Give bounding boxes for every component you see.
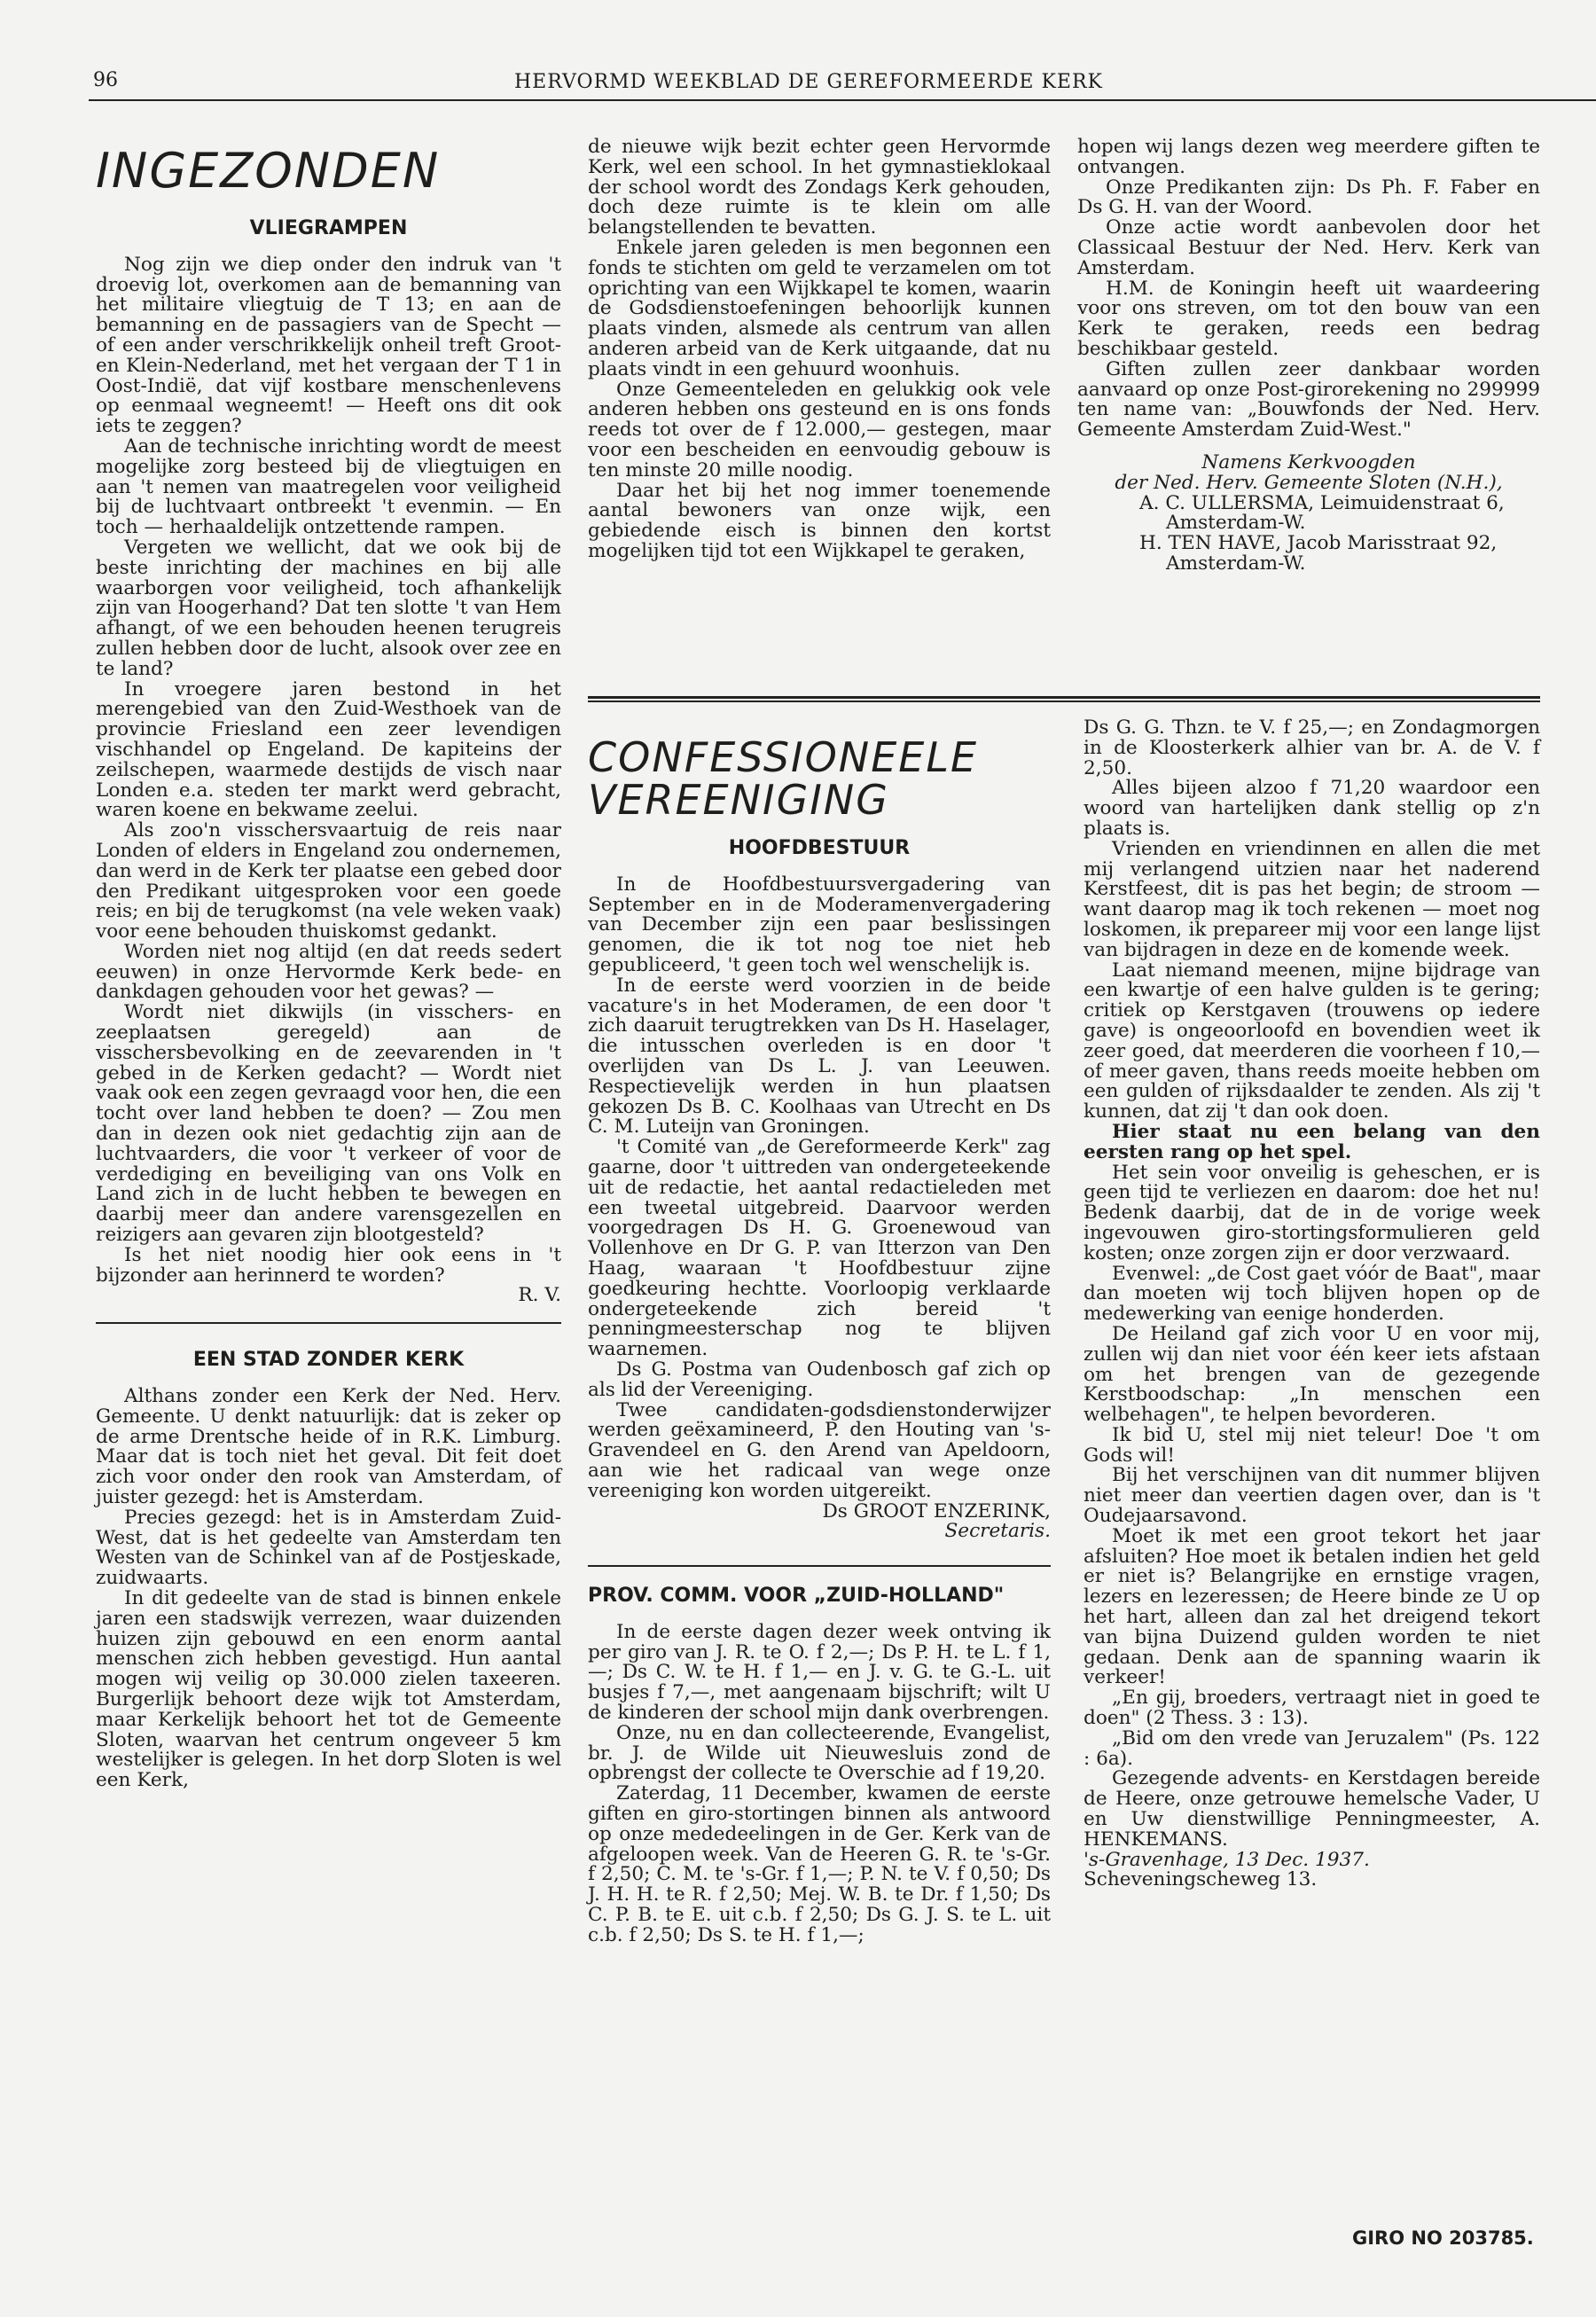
hoofdbestuur-signer-role: Secretaris. [944, 1520, 1051, 1543]
signature-line: H. TEN HAVE, Jacob Marisstraat 92, [1139, 532, 1498, 555]
provcomm-paragraph: Laat niemand meenen, mijne bijdrage van een kwartje of een halve gulden is te gering; critiek op Kerstgaven (trouwens op iedere gave) is ongeoorloofd en bovendien weet ik zeer goed, dat meerderen die voorheen f 10,— of meer gaven, thans reeds moeite hebben om een gulden of rijksdaalder te zenden. Als zij 't kunnen, dat zij 't dan ook doen. [1084, 959, 1540, 1123]
header-rule [89, 99, 1596, 101]
stad-paragraph: Onze Predikanten zijn: Ds Ph. F. Faber en Ds G. H. van der Woord. [1077, 176, 1540, 219]
provcomm-paragraph: Alles bijeen alzoo f 71,20 waardoor een woord van hartelijken dank stellig op z'n plaats is. [1084, 777, 1540, 840]
provcomm-paragraph: Ik bid U, stel mij niet teleur! Doe 't om Gods wil! [1084, 1423, 1540, 1467]
confessioneele-headline-line: VEREENIGING [588, 776, 889, 824]
vliegrampen-paragraph: Wordt niet dikwijls (in visschers- en zeeplaatsen geregeld) aan de visschersbevolking en de zeevarenden in 't gebed in de Kerken gedacht? — Wordt niet vaak ook een zegen gevraagd voor hen, die een tocht over land hebben te doen? — Zou men dan in dezen ook niet gedachtig zijn aan de luchtvaarders, die voor 't verkeer of voor de verdediging en beveiliging van ons Volk en Land zich in de lucht hebben te bewegen en daarbij meer dan andere varensgezellen en reizigers aan gevaren zijn blootgesteld? [96, 1001, 561, 1247]
column-3-top [1077, 137, 1540, 575]
ingezonden-headline: INGEZONDEN [96, 143, 441, 199]
vliegrampen-paragraph: Aan de technische inrichting wordt de meest mogelijke zorg besteed bij de vliegtuigen en aan 't nemen van maatregelen voor veiligheid bij de luchtvaart ontbreekt 't evenmin. — En toch — herhaaldelijk ontzettende rampen. [96, 434, 561, 539]
vliegrampen-paragraph: Worden niet nog altijd (en dat reeds sedert eeuwen) in onze Hervormde Kerk bede- en dankdagen gehouden voor het gewas? — [96, 940, 561, 1004]
section-separator [588, 1565, 1051, 1567]
signature-line: Namens Kerkvoogden [1201, 450, 1416, 474]
stad-paragraph: Enkele jaren geleden is men begonnen een fonds te stichten om geld te verzamelen om tot oprichting van een Wijkkapel te komen, waarin de Godsdienstoefeningen behoorlijk kunnen plaats vinden, alsmede als centrum van allen anderen arbeid van de Kerk uitgaande, dat nu plaats vindt in een gehuurd woonhuis. [588, 236, 1051, 380]
provcomm-paragraph: „En gij, broeders, vertraagt niet in goed te doen" (2 Thess. 3 : 13). [1084, 1687, 1540, 1730]
hoofdbestuur-signer: Ds GROOT ENZERINK, [822, 1499, 1051, 1522]
provcomm-paragraph: Vrienden en vriendinnen en allen die met mij verlangend uitzien naar het naderend Kerstfeest, dit is pas het begin; de stroom — want daarop mag ik toch rekenen — moet nog loskomen, ik prepareer mij voor een lange lijst van bijdragen in deze en de komende week. [1084, 837, 1540, 961]
provcomm-paragraph: Evenwel: „de Cost gaet vóór de Baat", maar dan moeten wij toch blijven hopen op de medewerking van eenige honderden. [1084, 1262, 1540, 1326]
stad-paragraph: H.M. de Koningin heeft uit waardeering voor ons streven, om tot den bouw van een Kerk te geraken, reeds een bedrag beschikbaar gesteld. [1077, 277, 1540, 360]
vliegrampen-paragraph: Als zoo'n visschersvaartuig de reis naar Londen of elders in Engeland zou ondernemen, dan werd in de Kerk ter plaatse een gebed door den Predikant uitgesproken voor een goede reis; en bij de terugkomst (na vele weken vaak) voor eene behouden thuiskomst gedankt. [96, 819, 561, 943]
confessioneele-headline-line: CONFESSIONEELE [588, 733, 979, 781]
vliegrampen-signature: R. V. [518, 1284, 561, 1307]
provcomm-paragraph-bold: Hier staat nu een belang van den eersten rang op het spel. [1084, 1120, 1540, 1163]
stad-paragraph: In dit gedeelte van de stad is binnen enkele jaren een stadswijk verrezen, waar duizenden huizen zijn gebouwd en een enorm aantal menschen zich hebben gevestigd. Hun aantal mogen wij veilig op 30.000 zielen taxeeren. Burgerlijk behoort deze wijk tot Amsterdam, maar Kerkelijk behoort het tot de Gemeente Sloten, waarvan het centrum ongeveer 5 km westelijker is gelegen. In het dorp Sloten is wel een Kerk, [96, 1587, 561, 1792]
provcomm-paragraph: „Bid om den vrede van Jeruzalem" (Ps. 122 : 6a). [1084, 1726, 1540, 1770]
stad-paragraph: Althans zonder een Kerk der Ned. Herv. Gemeente. U denkt natuurlijk: dat is zeker op de arme Drentsche heide of in R.K. Limburg. Maar dat is toch niet het geval. Dit feit doet zich voor onder den rook van Amsterdam, of juister gezegd: het is Amsterdam. [96, 1385, 561, 1509]
signature-line: A. C. ULLERSMA, Leimuidenstraat 6, [1139, 491, 1505, 514]
provcomm-paragraph: Bij het verschijnen van dit nummer blijven niet meer dan veertien dagen over, dan is 't Oudejaarsavond. [1084, 1464, 1540, 1528]
hoofdbestuur-paragraph: In de Hoofdbestuursvergadering van September en in de Moderamenvergadering van December zijn een paar beslissingen genomen, die ik tot nog toe niet heb gepubliceerd, 't geen toch wel wenschelijk is. [588, 873, 1051, 976]
hoofdbestuur-paragraph: Ds G. Postma van Oudenbosch gaf zich op als lid der Vereeniging. [588, 1358, 1051, 1401]
column-2-top [588, 137, 1051, 562]
provcomm-paragraph: Het sein voor onveilig is geheschen, er is geen tijd te verliezen en daarom: doe het nu! Bedenk daarbij, dat de in de vorige week ingevouwen giro-stortingsformulieren geld kosten; onze zorgen zijn er door verzwaard. [1084, 1161, 1540, 1264]
provcomm-paragraph: Gezegende advents- en Kerstdagen bereide de Heere, onze getrouwe hemelsche Vader, U en Uw dienstwillige Penningmeester, A. HENKEMANS. [1084, 1767, 1540, 1851]
hoofdbestuur-paragraph: In de eerste werd voorzien in de beide vacature's in het Moderamen, de een door 't zich daaruit terugtrekken van Ds H. Haselager, die intusschen overleden is en door 't overlijden van Ds L. J. van Leeuwen. Respectievelijk werden in hun plaatsen gekozen Ds B. C. Koolhaas van Utrecht en Ds C. M. Luteijn van Groningen. [588, 974, 1051, 1139]
stad-paragraph: hopen wij langs dezen weg meerdere giften te ontvangen. [1077, 136, 1540, 178]
stad-paragraph: Giften zullen zeer dankbaar worden aanvaard op onze Post-girorekening no 299999 ten name van: „Bouwfonds der Ned. Herv. Gemeente Amsterdam Zuid-West." [1077, 357, 1540, 442]
stad-paragraph: Precies gezegd: het is in Amsterdam Zuid-West, dat is het gedeelte van Amsterdam ten Westen van de Schinkel van af de Postjeskade, zuidwaarts. [96, 1506, 561, 1590]
hoofdbestuur-title: HOOFDBESTUUR [728, 837, 911, 859]
stad-title: EEN STAD ZONDER KERK [192, 1349, 465, 1372]
hoofdbestuur-paragraph: 't Comité van „de Gereformeerde Kerk" zag gaarne, door 't uittreden van ondergeteekende uit de redactie, het aantal redactieleden met een tweetal uitgebreid. Daarvoor werden voorgedragen Ds H. G. Groenewoud van Vollenhove en Dr G. P. van Itterzon van Den Haag, waaraan 't Hoofdbestuur zijne goedkeuring hechtte. Voorloopig verklaarde ondergeteekende zich bereid 't penningmeesterschap nog te blijven waarnemen. [588, 1136, 1051, 1361]
section-divider-double [588, 701, 1540, 702]
provcomm-paragraph: Ds G. G. Thzn. te V. f 25,—; en Zondagmorgen in de Kloosterkerk alhier van br. A. de V. f 2,50. [1084, 716, 1540, 779]
stad-paragraph: Daar het bij het nog immer toenemende aantal bewoners van onze wijk, een gebiedende eisch is binnen den kortst mogelijken tijd tot een Wijkkapel te geraken, [588, 479, 1051, 562]
provcomm-paragraph: In de eerste dagen dezer week ontving ik per giro van J. R. te O. f 2,—; Ds P. H. te L. f 1,—; Ds C. W. te H. f 1,— en J. v. G. te G.-L. uit busjes f 7,—, met aangenaam bijschrift; wilt U de kinderen der school mijn dank overbrengen. [588, 1620, 1051, 1725]
running-title: HERVORMD WEEKBLAD DE GEREFORMEERDE KERK [514, 71, 1103, 93]
column-1 [96, 137, 561, 1791]
page-number: 96 [93, 69, 118, 91]
signature-line: Amsterdam-W. [1166, 512, 1306, 535]
hoofdbestuur-paragraph: Twee candidaten-godsdienstonderwijzer werden geëxamineerd, P. den Houting van 's-Gravendeel en G. den Arend van Apeldoorn, aan wie het radicaal van wege onze vereeniging kon worden uitgereikt. [588, 1398, 1051, 1502]
vliegrampen-paragraph: Vergeten we wellicht, dat we ook bij de beste inrichting der machines en bij alle waarborgen voor veiligheid, toch afhankelijk zijn van Hoogerhand? Dat ten slotte 't van Hem afhangt, of we een behouden heenen terugreis zullen hebben door de lucht, alsook over zee en te land? [96, 536, 561, 680]
provcomm-paragraph: Zaterdag, 11 December, kwamen de eerste giften en giro-stortingen binnen als antwoord op onze mededeelingen in de Ger. Kerk van de afgeloopen week. Van de Heeren G. R. te 's-Gr. f 2,50; C. M. te 's-Gr. f 1,—; P. N. te V. f 0,50; Ds J. H. H. te R. f 2,50; Mej. W. B. te Dr. f 1,50; Ds C. P. B. te E. uit c.b. f 2,50; Ds G. J. S. te L. uit c.b. f 2,50; Ds S. te H. f 1,—; [588, 1782, 1051, 1946]
column-3-bottom [1084, 718, 1540, 1890]
vliegrampen-title: VLIEGRAMPEN [249, 217, 408, 239]
column-2-bottom [588, 733, 1051, 1946]
provcomm-paragraph: Onze, nu en dan collecteerende, Evangelist, br. J. de Wilde uit Nieuwesluis zond de opbrengst der collecte te Overschie ad f 19,20. [588, 1721, 1051, 1785]
stad-paragraph: de nieuwe wijk bezit echter geen Hervormde Kerk, wel een school. In het gymnastieklokaal der school wordt des Zondags Kerk gehouden, doch deze ruimte is te klein om alle belangstellenden te bevatten. [588, 136, 1051, 239]
giro-number: GIRO NO 203785. [1352, 2227, 1534, 2249]
provcomm-paragraph: De Heiland gaf zich voor U en voor mij, zullen wij dan niet voor één keer iets afstaan om het brengen van de gezegende Kerstboodschap: „In menschen een welbehagen", te helpen bevorderen. [1084, 1322, 1540, 1427]
vliegrampen-paragraph: In vroegere jaren bestond in het merengebied van den Zuid-Westhoek van de provincie Friesland een zeer levendigen vischhandel op Engeland. De kapiteins der zeilschepen, waarmede destijds de visch naar Londen e.a. steden ter markt werd gebracht, waren koene en bekwame zeelui. [96, 677, 561, 822]
provcomm-place-date: 's-Gravenhage, 13 Dec. 1937. [1084, 1848, 1370, 1871]
section-divider [588, 696, 1540, 699]
stad-paragraph: Onze actie wordt aanbevolen door het Classicaal Bestuur der Ned. Herv. Kerk van Amsterdam. [1077, 216, 1540, 279]
stad-signature-block [1077, 450, 1540, 575]
provcomm-address: Scheveningscheweg 13. [1084, 1868, 1318, 1891]
provcomm-paragraph: Moet ik met een groot tekort het jaar afsluiten? Hoe moet ik betalen indien het geld er niet is? Belangrijke en ernstige vragen, lezers en lezeressen; de Heere binde ze U op het hart, alleen dan zal het dreigend tekort van bijna Duizend gulden worden te niet gedaan. Denk aan de spanning waarin ik verkeer! [1084, 1524, 1540, 1689]
vliegrampen-paragraph: Nog zijn we diep onder den indruk van 't droevig lot, overkomen aan de bemanning van het militaire vliegtuig de T 13; en aan de bemanning en de passagiers van de Specht — of een ander verschrikkelijk onheil treft Groot- en Klein-Nederland, met het vergaan der T 1 in Oost-Indië, dat vijf kostbare menschenlevens op eenmaal wegneemt! — Heeft ons dit ook iets te zeggen? [96, 253, 561, 438]
vliegrampen-paragraph: Is het niet noodig hier ook eens in 't bijzonder aan herinnerd te worden? [96, 1243, 561, 1287]
confessioneele-headline [588, 733, 1051, 824]
section-separator [96, 1322, 561, 1324]
stad-paragraph: Onze Gemeenteleden en gelukkig ook vele anderen hebben ons gesteund en is ons fonds reeds tot over de f 12.000,— gestegen, maar voor een bescheiden en eenvoudig gebouw is ten minste 20 mille noodig. [588, 378, 1051, 481]
signature-line: der Ned. Herv. Gemeente Sloten (N.H.), [1115, 471, 1503, 494]
provcomm-title: PROV. COMM. VOOR „ZUID-HOLLAND" [588, 1585, 1005, 1608]
signature-line: Amsterdam-W. [1166, 552, 1306, 575]
